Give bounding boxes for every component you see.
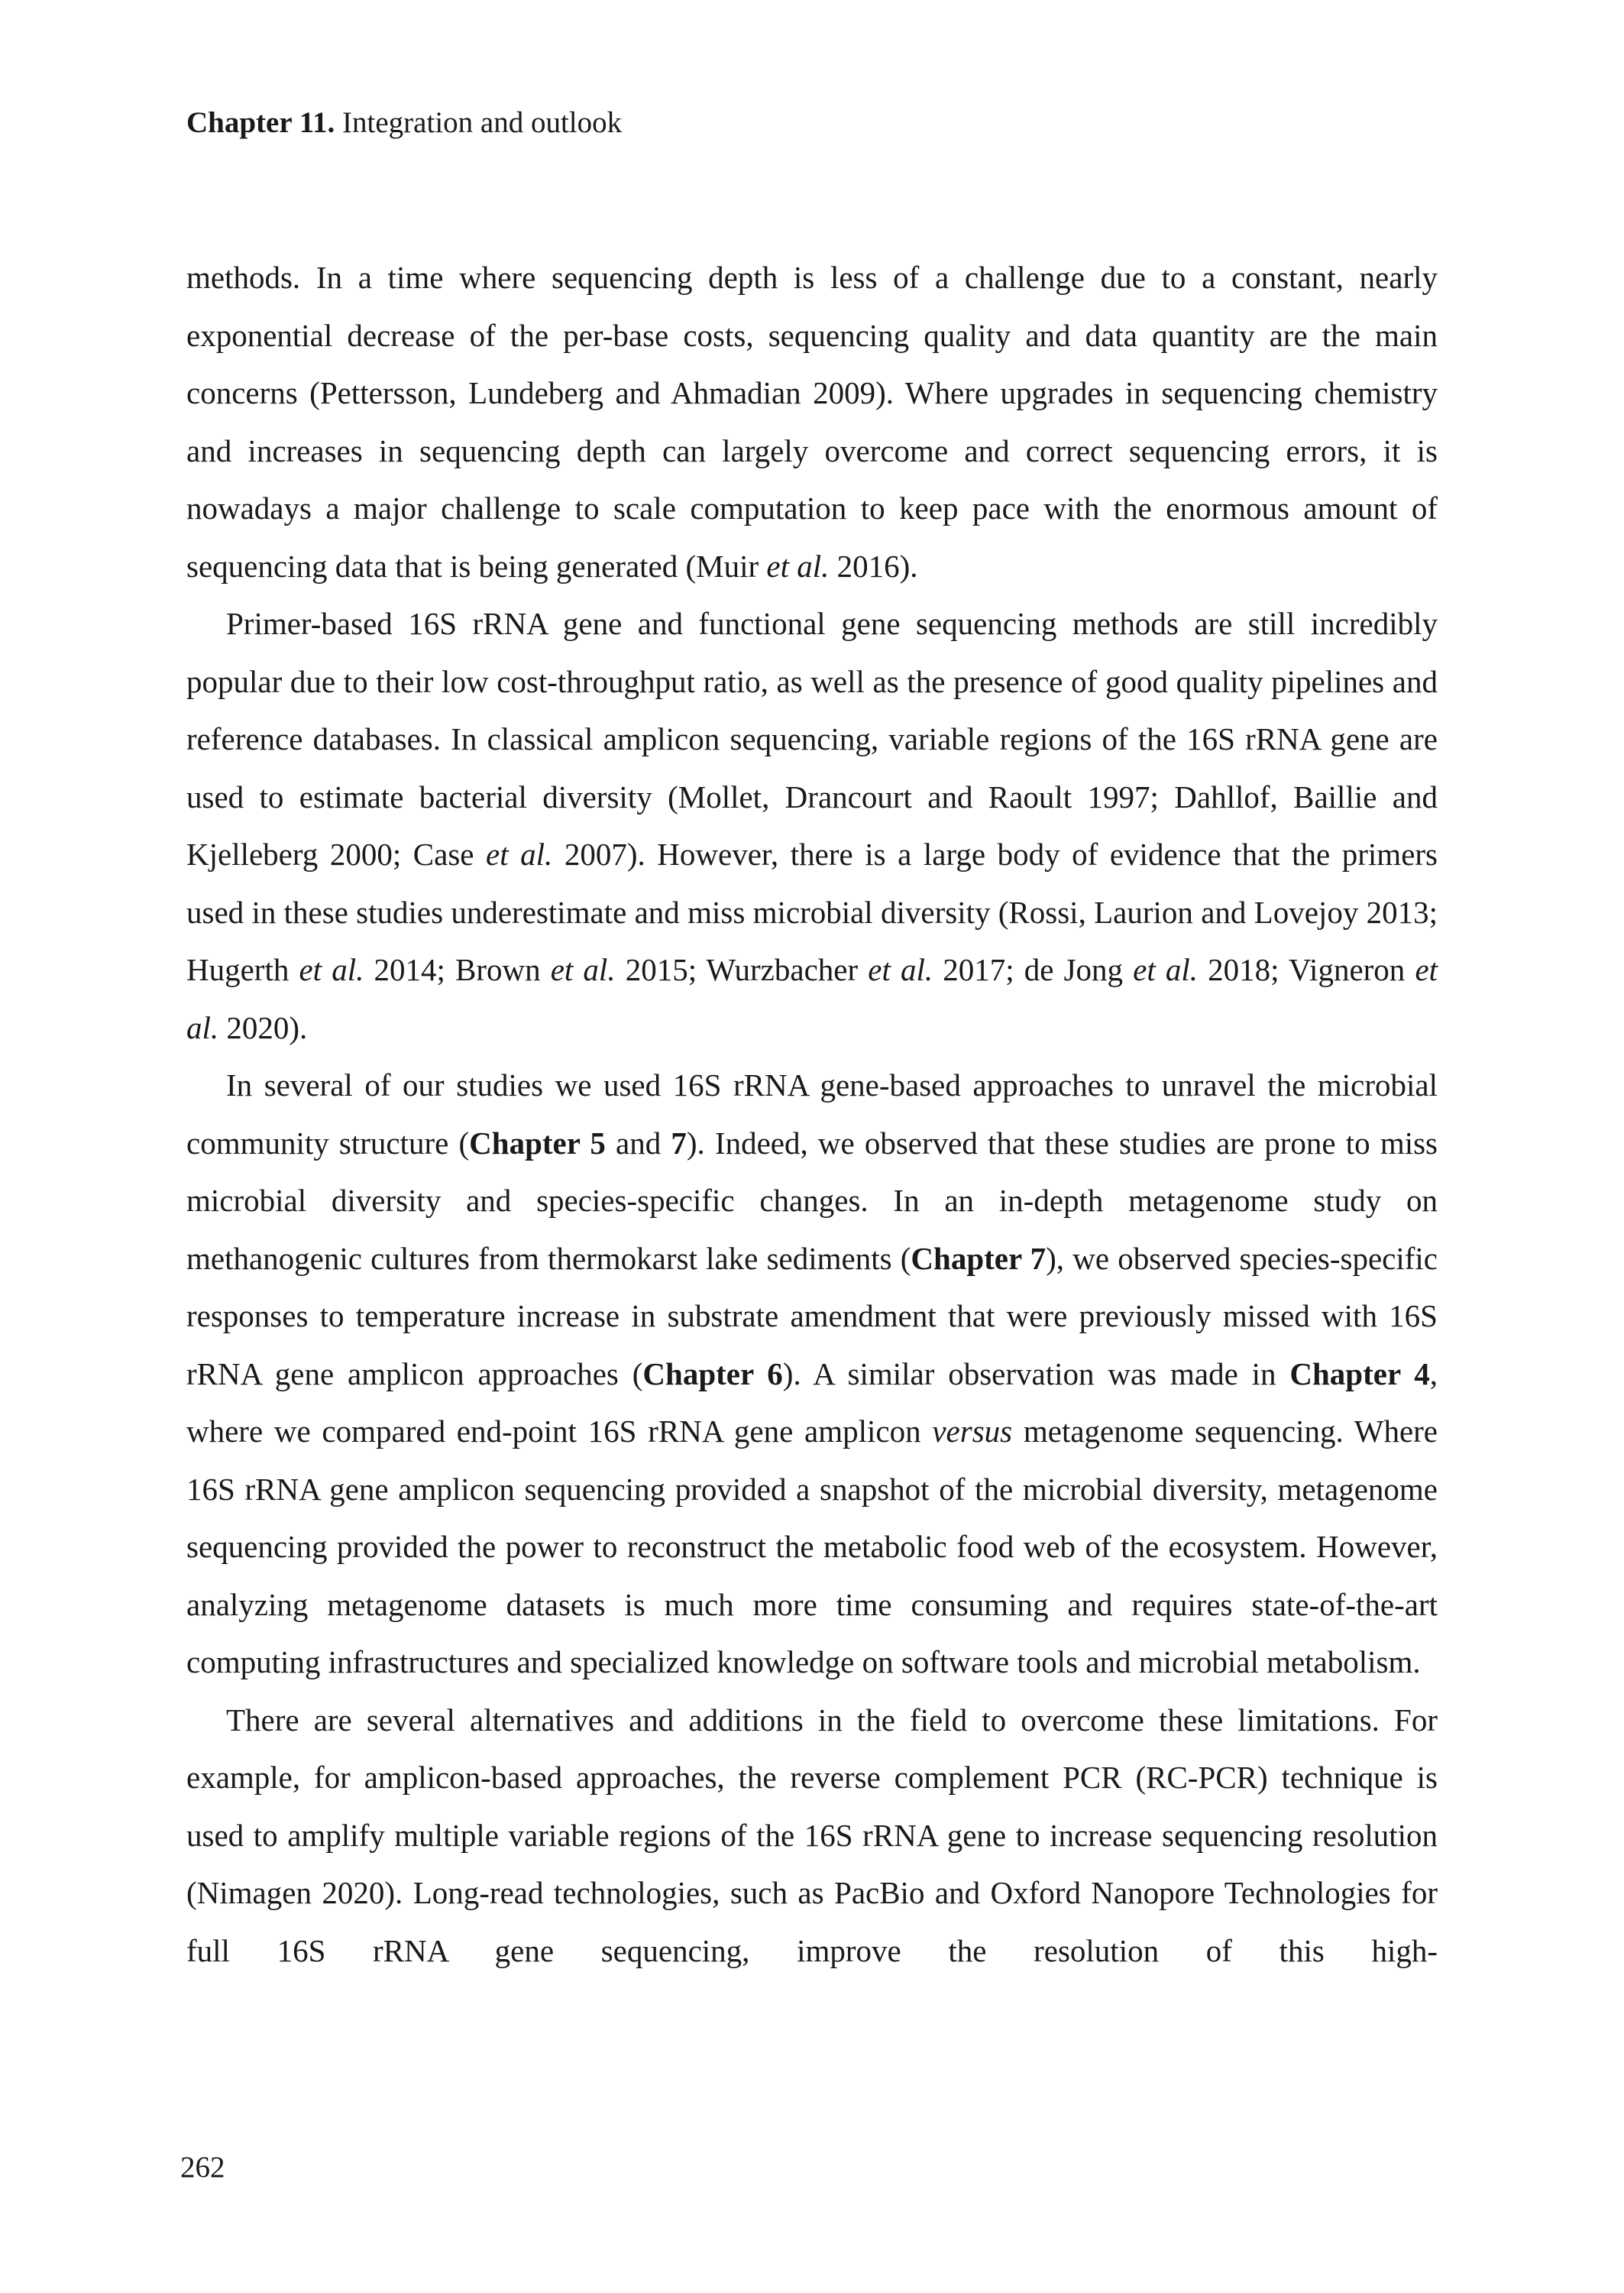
- chapter-reference: Chapter 7: [911, 1240, 1047, 1276]
- chapter-reference: 7: [671, 1125, 687, 1161]
- page-number: 262: [180, 2151, 225, 2184]
- text-run: ), we observed species-specific responses to temperature increase in substrate amendment that were previously missed with 16S rRNA gene amplicon approaches (: [186, 1240, 1438, 1391]
- text-run: metagenome sequencing. Where 16S rRNA gene amplicon sequencing provided a snapshot of the microbial diversity, metagenome sequencing provided the power to reconstruct the metabolic food web of the ecosystem. However, analyzing metagenome datasets is much more time consuming and requires state-of-the-art computing infrastructures and specialized knowledge on software tools and microbial metabolism.: [186, 1414, 1438, 1679]
- text-run: 2007). However, there is a large body of evidence that the primers used in these studies underestimate and miss microbial diversity (Rossi, Laurion and Lovejoy 2013; Hugerth: [186, 837, 1438, 987]
- text-run: In several of our studies we used 16S rRNA gene-based approaches to unravel the microbial community structure (: [186, 1067, 1438, 1161]
- paragraph-1: [186, 249, 1438, 595]
- chapter-reference: Chapter 4: [1289, 1355, 1430, 1391]
- text-run: methods. In a time where sequencing depth is less of a challenge due to a constant, nearly exponential decrease of the per-base costs, sequencing quality and data quantity are the main concerns (Pettersson, Lundeberg and Ahmadian 2009). Where upgrades in sequencing chemistry and increases in sequencing depth can largely overcome and correct sequencing errors, it is nowadays a major challenge to scale computation to keep pace with the enormous amount of sequencing data that is being generated (Muir: [186, 260, 1438, 584]
- chapter-reference: Chapter 6: [642, 1355, 783, 1391]
- italic-text: versus: [932, 1414, 1013, 1449]
- text-run: 2015; Wurzbacher: [615, 952, 869, 987]
- italic-text: et al.: [186, 952, 1438, 1045]
- running-head: [186, 105, 622, 141]
- chapter-reference: Chapter 5: [469, 1125, 606, 1161]
- italic-text: et al.: [299, 952, 364, 987]
- text-run: 2017; de Jong: [933, 952, 1134, 987]
- text-run: and: [605, 1125, 671, 1161]
- paragraph-3: [186, 1057, 1438, 1692]
- text-run: 2020).: [218, 1009, 308, 1045]
- chapter-label: Chapter 11.: [186, 106, 335, 139]
- italic-text: et al.: [868, 952, 933, 987]
- text-run: 2014; Brown: [364, 952, 551, 987]
- italic-text: et al.: [486, 837, 553, 872]
- text-run: 2016).: [829, 548, 918, 584]
- text-run: , where we compared end-point 16S rRNA gene amplicon: [186, 1355, 1438, 1449]
- paragraph-4: [186, 1692, 1438, 1980]
- body-text: [186, 249, 1438, 1980]
- italic-text: et al.: [1133, 952, 1199, 987]
- text-run: ). Indeed, we observed that these studies are prone to miss microbial diversity and species-specific changes. In an in-depth metagenome study on methanogenic cultures from thermokarst lake sediments (: [186, 1125, 1438, 1276]
- text-run: ). A similar observation was made in: [782, 1355, 1290, 1391]
- italic-text: et al.: [550, 952, 616, 987]
- paragraph-2: [186, 595, 1438, 1057]
- text-run: There are several alternatives and additions in the field to overcome these limitations. For example, for amplicon-based approaches, the reverse complement PCR (RC-PCR) technique is used to amplify multiple variable regions of the 16S rRNA gene to increase sequencing resolution (Nimagen 2020). Long-read technologies, such as PacBio and Oxford Nanopore Technologies for full 16S rRNA gene sequencing, improve the resolution of this high-: [186, 1702, 1438, 1968]
- text-run: Primer-based 16S rRNA gene and functional gene sequencing methods are still incredibly popular due to their low cost-throughput ratio, as well as the presence of good quality pipelines and reference databases. In classical amplicon sequencing, variable regions of the 16S rRNA gene are used to estimate bacterial diversity (Mollet, Drancourt and Raoult 1997; Dahllof, Baillie and Kjelleberg 2000; Case: [186, 606, 1438, 872]
- text-run: 2018; Vigneron: [1198, 952, 1415, 987]
- chapter-title: Integration and outlook: [342, 106, 623, 139]
- italic-text: et al.: [766, 548, 830, 584]
